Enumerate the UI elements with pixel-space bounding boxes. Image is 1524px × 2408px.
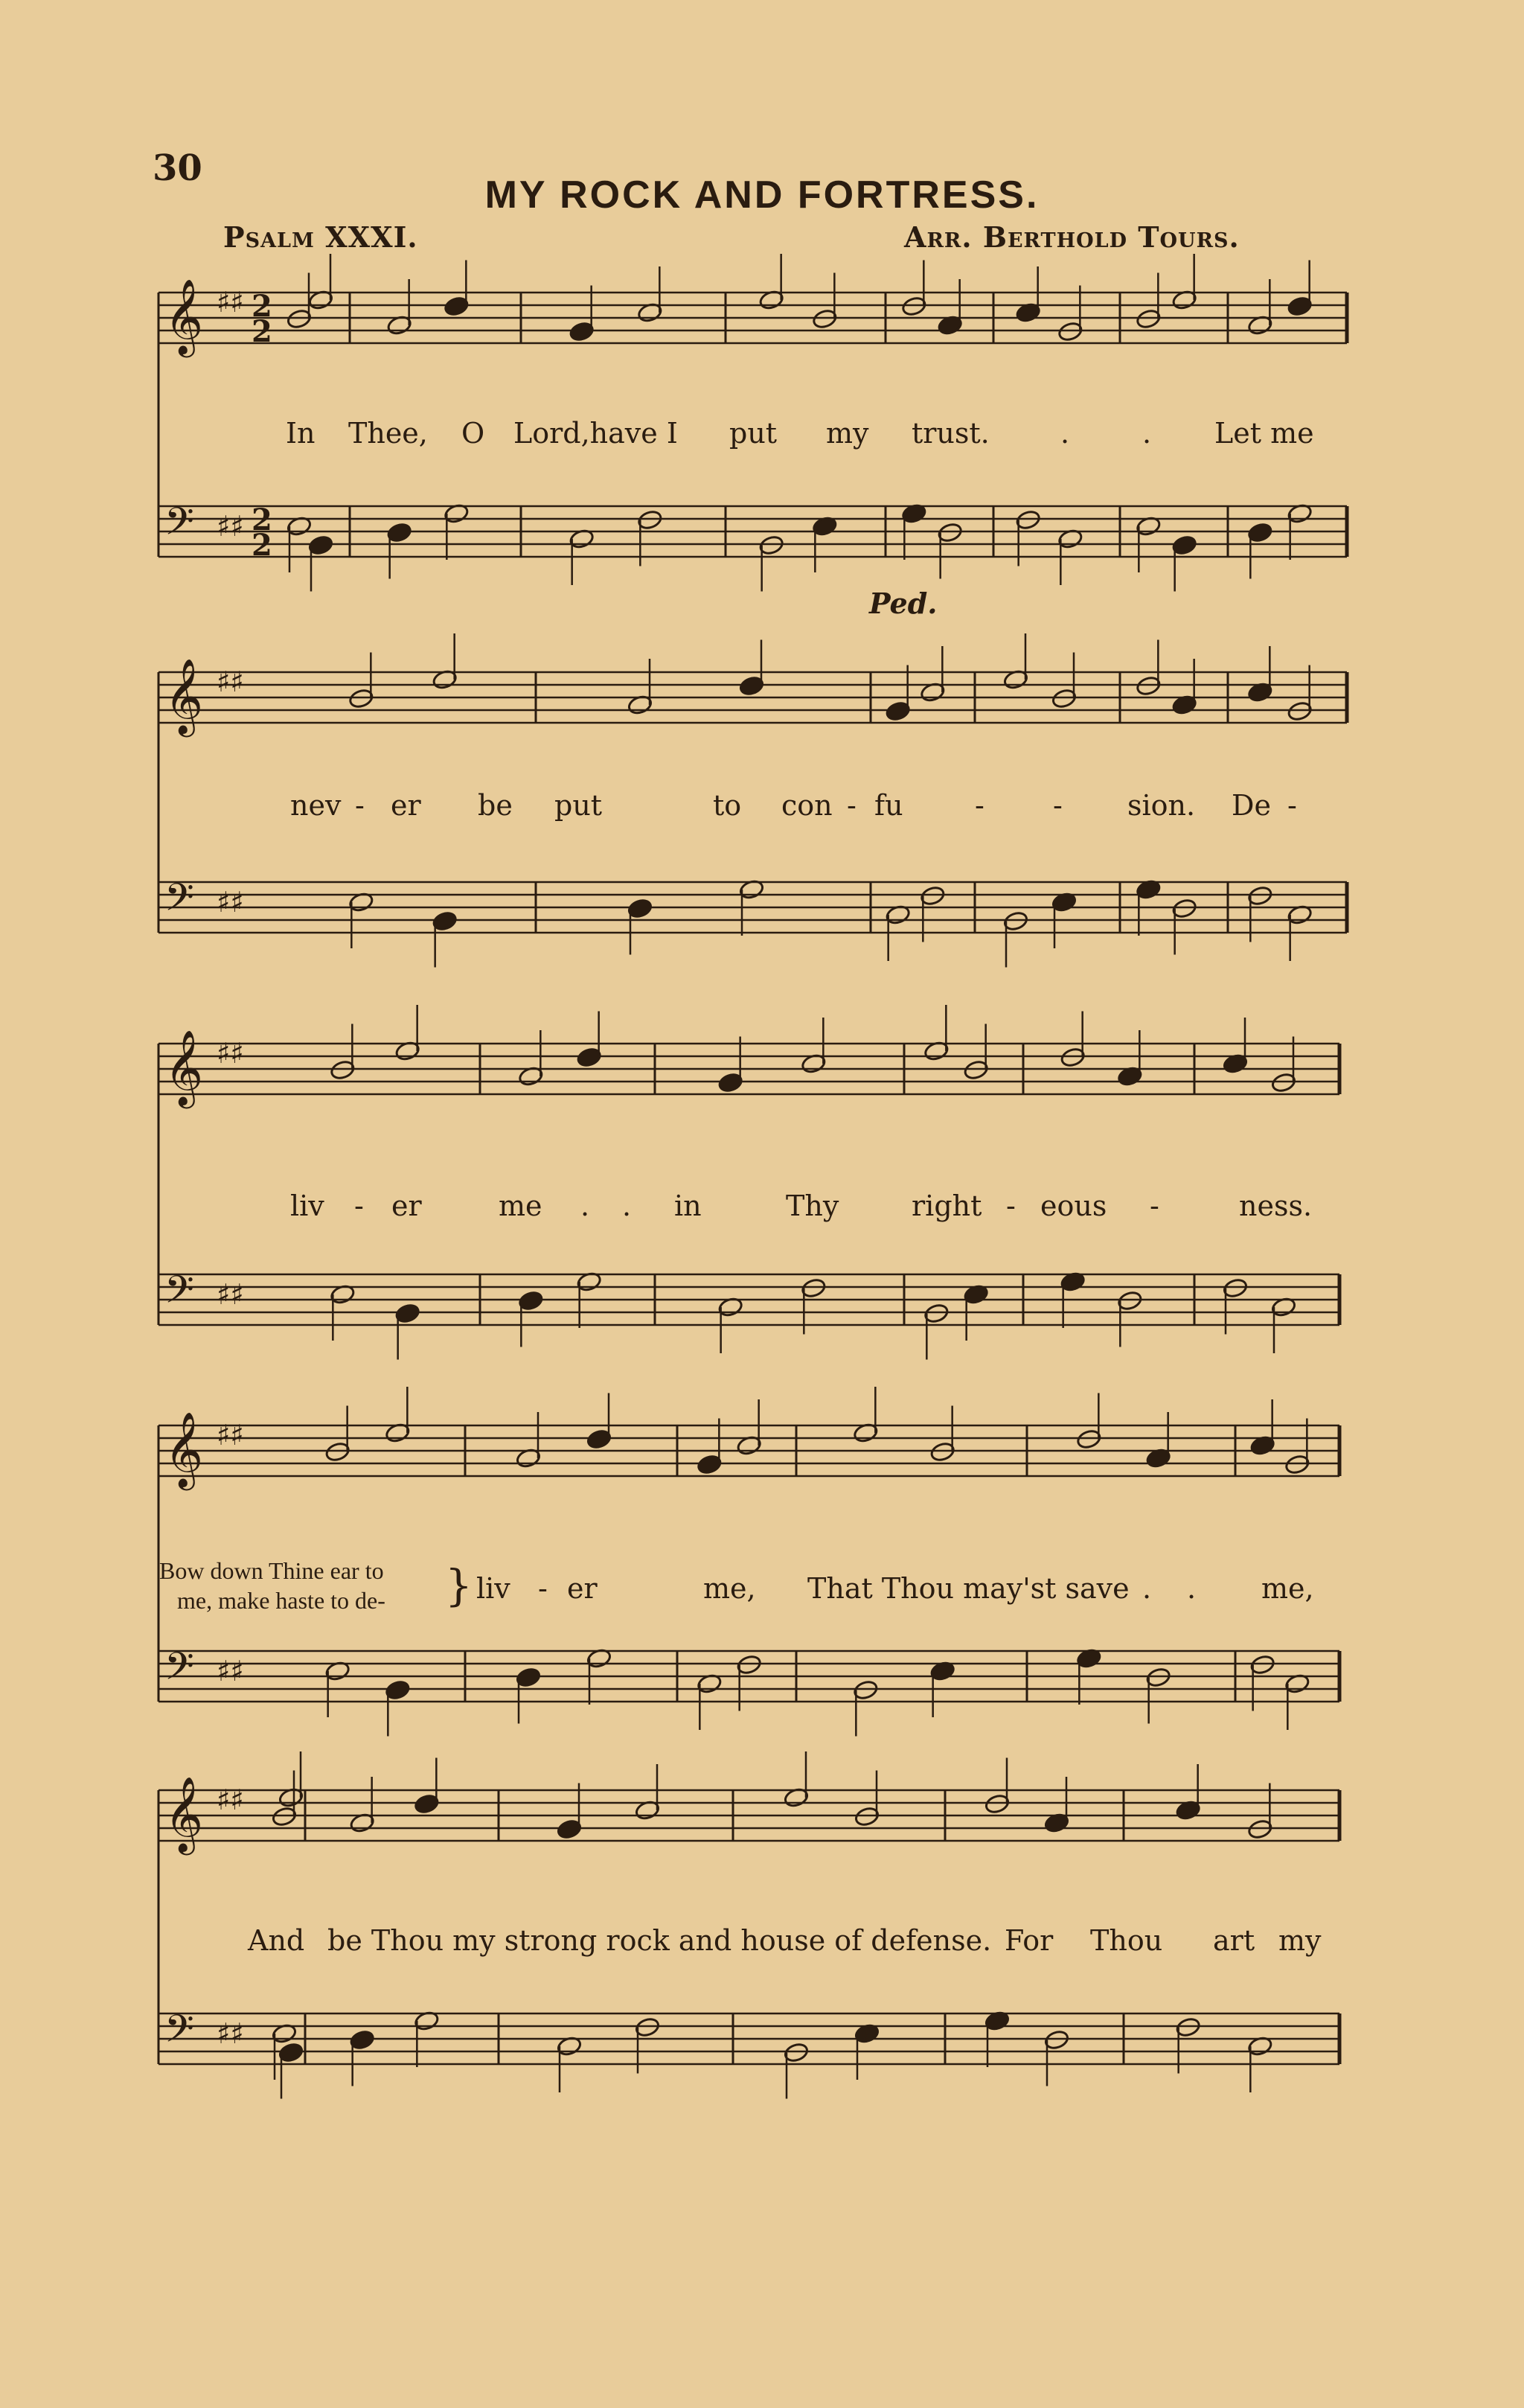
key-signature-sharp-icon: ♯♯	[217, 1037, 244, 1070]
key-signature-sharp-icon: ♯♯	[217, 286, 244, 319]
lyric-syllable: -	[538, 1572, 548, 1605]
treble-clef-icon: 𝄞	[164, 657, 204, 734]
lyrics-line-2	[0, 789, 1524, 826]
lyric-syllable: And	[248, 1924, 305, 1957]
lyric-syllable: Thee,	[348, 417, 428, 450]
lyric-syllable: For	[1005, 1924, 1054, 1957]
lyrics-line-5	[0, 1924, 1524, 1961]
lyric-syllable: eous	[1040, 1189, 1107, 1222]
lyric-syllable: in	[674, 1189, 702, 1222]
lyric-syllable: -	[1287, 789, 1297, 822]
lyric-syllable: right	[912, 1189, 982, 1222]
treble-clef-icon: 𝄞	[164, 1029, 204, 1105]
lyric-syllable: art	[1213, 1924, 1255, 1957]
lyric-syllable: liv	[476, 1572, 510, 1605]
lyric-syllable: to	[713, 789, 742, 822]
lyric-syllable: -	[1053, 789, 1063, 822]
bass-clef-icon: 𝄢	[164, 875, 194, 929]
lyric-syllable: -	[355, 789, 365, 822]
lyrics-line-1	[0, 417, 1524, 454]
key-signature-sharp-icon: ♯♯	[217, 1419, 244, 1451]
lyric-syllable: -	[975, 789, 984, 822]
key-signature-sharp-icon: ♯♯	[217, 2017, 244, 2050]
lyric-syllable: -	[1150, 1189, 1159, 1222]
lyric-syllable: nev	[290, 789, 342, 822]
lyric-syllable: In	[286, 417, 316, 450]
lyric-syllable: -	[847, 789, 857, 822]
arranger-credit: Arr. Berthold Tours.	[904, 220, 1240, 254]
lyric-syllable: Thy	[786, 1189, 839, 1222]
lyric-syllable: put	[554, 789, 603, 822]
lyric-syllable: .	[622, 1189, 632, 1222]
lyric-syllable: Thou	[1090, 1924, 1163, 1957]
time-signature: 2	[252, 502, 272, 537]
lyric-syllable: be Thou my strong rock and house of defense.	[327, 1924, 992, 1957]
key-signature-sharp-icon: ♯♯	[217, 1278, 244, 1311]
lyric-syllable: ness.	[1239, 1189, 1313, 1222]
lyrics-line-3	[0, 1189, 1524, 1227]
lyric-syllable: -	[1006, 1189, 1016, 1222]
lyric-syllable: O	[461, 417, 485, 450]
bass-clef-icon: 𝄢	[164, 499, 194, 553]
lyric-syllable: be	[478, 789, 513, 822]
lyric-syllable: .	[1060, 417, 1070, 450]
key-signature-sharp-icon: ♯♯	[217, 510, 244, 543]
brace-symbol: }	[445, 1560, 473, 1611]
lyric-syllable: sion.	[1127, 789, 1196, 822]
lyric-syllable: Let me	[1214, 417, 1314, 450]
lyric-syllable: me	[499, 1189, 542, 1222]
treble-clef-icon: 𝄞	[164, 1775, 204, 1852]
bass-clef-icon: 𝄢	[164, 1644, 194, 1698]
lyric-syllable: my	[1278, 1924, 1322, 1957]
key-signature-sharp-icon: ♯♯	[217, 886, 244, 919]
key-signature-sharp-icon: ♯♯	[217, 1783, 244, 1816]
lyrics-line-4	[0, 1556, 1524, 1623]
lyric-syllable: er	[567, 1572, 598, 1605]
lyric-alt-verse-bottom: me, make haste to de-	[177, 1587, 385, 1614]
lyric-syllable: -	[354, 1189, 364, 1222]
lyric-syllable: De	[1232, 789, 1271, 822]
lyric-syllable: put	[729, 417, 778, 450]
lyric-syllable: .	[1142, 1572, 1152, 1605]
bass-clef-icon: 𝄢	[164, 2006, 194, 2060]
lyric-syllable: me,	[1261, 1572, 1314, 1605]
page-number: 30	[153, 147, 202, 189]
lyric-syllable: fu	[874, 789, 903, 822]
lyric-syllable: .	[580, 1189, 590, 1222]
page-title: MY ROCK AND FORTRESS.	[484, 173, 1040, 217]
lyric-syllable: Lord,have I	[513, 417, 678, 450]
lyric-syllable: .	[1187, 1572, 1197, 1605]
lyric-alt-verse-top: Bow down Thine ear to	[159, 1557, 384, 1584]
key-signature-sharp-icon: ♯♯	[217, 665, 244, 698]
time-signature: 2	[252, 528, 272, 563]
time-signature: 2	[252, 314, 272, 349]
time-signature: 2	[252, 289, 272, 324]
lyric-syllable: That Thou may'st save	[807, 1572, 1130, 1605]
treble-clef-icon: 𝄞	[164, 278, 204, 354]
key-signature-sharp-icon: ♯♯	[217, 1655, 244, 1687]
lyric-syllable: er	[391, 789, 421, 822]
lyric-syllable: me,	[703, 1572, 756, 1605]
pedal-marking: Ped.	[869, 587, 938, 620]
lyric-syllable: er	[391, 1189, 422, 1222]
lyric-syllable: trust.	[912, 417, 990, 450]
psalm-reference: Psalm XXXI.	[223, 220, 418, 254]
bass-clef-icon: 𝄢	[164, 1267, 194, 1321]
treble-clef-icon: 𝄞	[164, 1411, 204, 1487]
lyric-syllable: .	[1142, 417, 1152, 450]
lyric-syllable: my	[826, 417, 869, 450]
lyric-syllable: liv	[290, 1189, 324, 1222]
lyric-syllable: con	[781, 789, 833, 822]
